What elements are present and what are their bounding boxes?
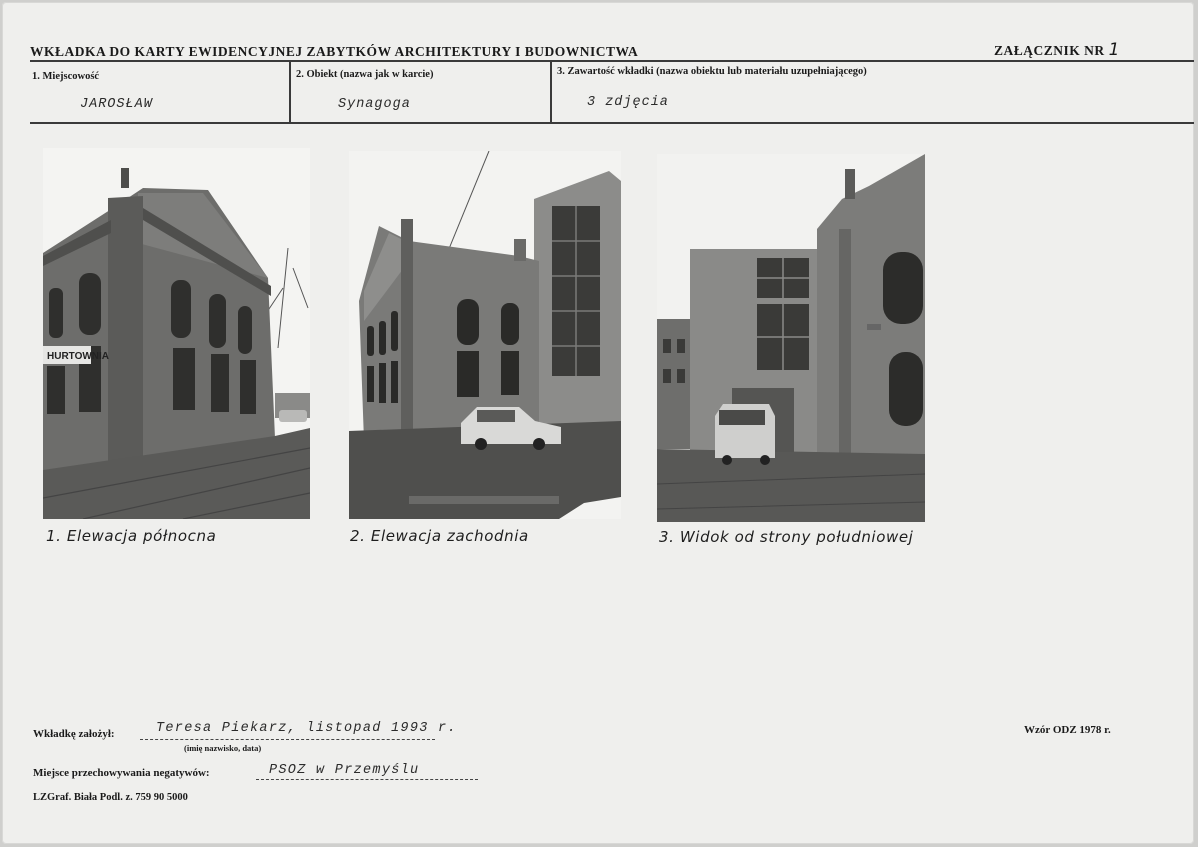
photo-north-elevation — [43, 148, 310, 519]
object-value: Synagoga — [338, 97, 411, 112]
header-rule-bottom — [30, 122, 1194, 124]
photo-west-elevation-image — [349, 151, 621, 519]
author-label: Wkładkę założył: — [33, 728, 115, 740]
record-card — [2, 2, 1194, 844]
locality-label: 1. Miejscowość — [32, 71, 100, 82]
contents-label: 3. Zawartość wkładki (nazwa obiektu lub materiału uzupełniającego) — [557, 66, 867, 77]
object-label: 2. Obiekt (nazwa jak w karcie) — [296, 69, 434, 80]
wholesale-sign: HURTOWNIA — [47, 351, 110, 362]
negatives-label: Miejsce przechowywania negatywów: — [33, 767, 210, 779]
author-underline — [140, 739, 435, 740]
author-hint: (imię nazwisko, data) — [184, 743, 262, 753]
negatives-underline — [256, 779, 478, 780]
field-divider-2 — [550, 62, 552, 122]
photo-south-view-image — [657, 154, 925, 522]
caption-photo-2: 2. Elewacja zachodnia — [350, 527, 529, 545]
photo-south-view — [657, 154, 925, 522]
annex-label — [994, 40, 1120, 60]
contents-value: 3 zdjęcia — [587, 95, 669, 110]
form-title: WKŁADKA DO KARTY EWIDENCYJNEJ ZABYTKÓW ARCHITEKTURY I BUDOWNICTWA — [30, 44, 639, 59]
print-info: LZGraf. Biała Podl. z. 759 90 5000 — [33, 792, 188, 803]
annex-number: 1 — [1108, 40, 1120, 60]
form-version: Wzór ODZ 1978 r. — [1024, 724, 1111, 736]
caption-photo-3: 3. Widok od strony południowej — [659, 528, 914, 546]
negatives-value: PSOZ w Przemyślu — [269, 763, 420, 778]
author-value: Teresa Piekarz, listopad 1993 r. — [156, 721, 457, 736]
caption-photo-1: 1. Elewacja północna — [46, 527, 217, 545]
header-rule-top — [30, 60, 1194, 62]
locality-value: JAROSŁAW — [80, 97, 153, 112]
annex-label-text: ZAŁĄCZNIK NR — [994, 43, 1105, 58]
field-divider-1 — [289, 62, 291, 122]
photo-west-elevation — [349, 151, 621, 519]
photo-north-elevation-image — [43, 148, 310, 519]
